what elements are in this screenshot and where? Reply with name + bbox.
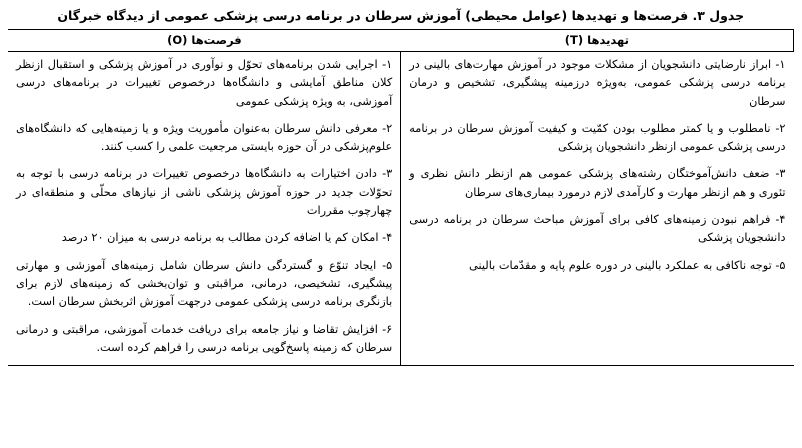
list-item: ۵- توجه ناکافی به عملکرد بالینی در دوره علوم پایه و مقدّمات بالینی	[469, 258, 786, 272]
list-item: ۵- ایجاد تنوّع و گستردگی دانش سرطان شامل زمینه‌های آموزشی و مهارتی پیشگیری، تشخیصی، درمانی، مراقبتی و توان‌بخشی که زمینه‌های لازم برای بازنگری برنامه درسی پزشکی عمومی درجهت آموزش اثربخش سرطان است.	[16, 258, 393, 309]
list-item: ۱- اجرایی شدن برنامه‌های تحوّل و نوآوری در آموزش پزشکی و استقبال ازنظر کلان مناطق آمایشی و دانشگاه‌ها درخصوص تغییرات در برنامه‌های درسی آموزشی، به ویژه پزشکی عمومی	[16, 58, 393, 108]
threats-cell	[401, 52, 794, 366]
list-item: ۲- معرفی دانش سرطان به‌عنوان مأموریت ویژه و یا زمینه‌هایی که دانشگاه‌های علوم‌پزشکی در آن حوزه بایستی مرجعیت علمی را کسب کنند.	[16, 121, 393, 154]
list-item: ۴- امکان کم یا اضافه کردن مطالب به برنامه درسی به میزان ۲۰ درصد	[61, 231, 393, 245]
column-header-threats: تهدیدها (T)	[401, 30, 794, 52]
table-body-row	[8, 52, 794, 366]
threats-list	[409, 56, 785, 275]
table-header-row	[8, 30, 794, 52]
list-item: ۳- ضعف دانش‌آموختگان رشته‌های پزشکی عمومی هم ازنظر دانش نظری و تئوری و هم ازنظر مهارت و کارآمدی لازم در‌مورد بیماری‌های سرطان	[409, 167, 786, 199]
list-item: ۶- افزایش تقاضا و نیاز جامعه برای دریافت خدمات آموزشی، مراقبتی و درمانی سرطان که زمینه پاسخ‌گویی برنامه درسی را فراهم کرده است.	[16, 322, 393, 354]
list-item: ۱- ابراز نارضایتی دانشجویان از مشکلات موجود در آموزش مهارت‌های بالینی در برنامه درسی پزشکی عمومی، به‌ویژه درزمینه پیشگیری، تشخیص و درمان سرطان	[409, 58, 786, 108]
table-caption-row	[8, 6, 794, 30]
list-item: ۳- دادن اختیارات به دانشگاه‌ها درخصوص تغییرات در برنامه درسی با توجه به تحوّلات جدید در حوزه آموزش پزشکی ناشی از نیازهای محلّی و منطقه‌ای در چهارچوب مقررات	[16, 167, 393, 218]
opportunities-cell	[8, 52, 401, 366]
opportunities-list	[16, 56, 392, 357]
list-item: ۴- فراهم نبودن زمینه‌های کافی برای آموزش مباحث سرطان در برنامه درسی دانشجویان پزشکی	[409, 213, 786, 245]
swot-table	[8, 6, 794, 366]
list-item: ۲- نامطلوب و یا کمتر مطلوب بودن کمّیت و کیفیت آموزش سرطان در برنامه درسی پزشکی عمومی ازنظر دانشجویان پزشکی	[409, 121, 786, 154]
column-header-opportunities: فرصت‌ها (O)	[8, 30, 401, 52]
table-caption: جدول ۳. فرصت‌ها و تهدیدها (عوامل محیطی) آموزش سرطان در برنامه درسی پزشکی عمومی از دیدگاه خبرگان	[57, 8, 745, 23]
